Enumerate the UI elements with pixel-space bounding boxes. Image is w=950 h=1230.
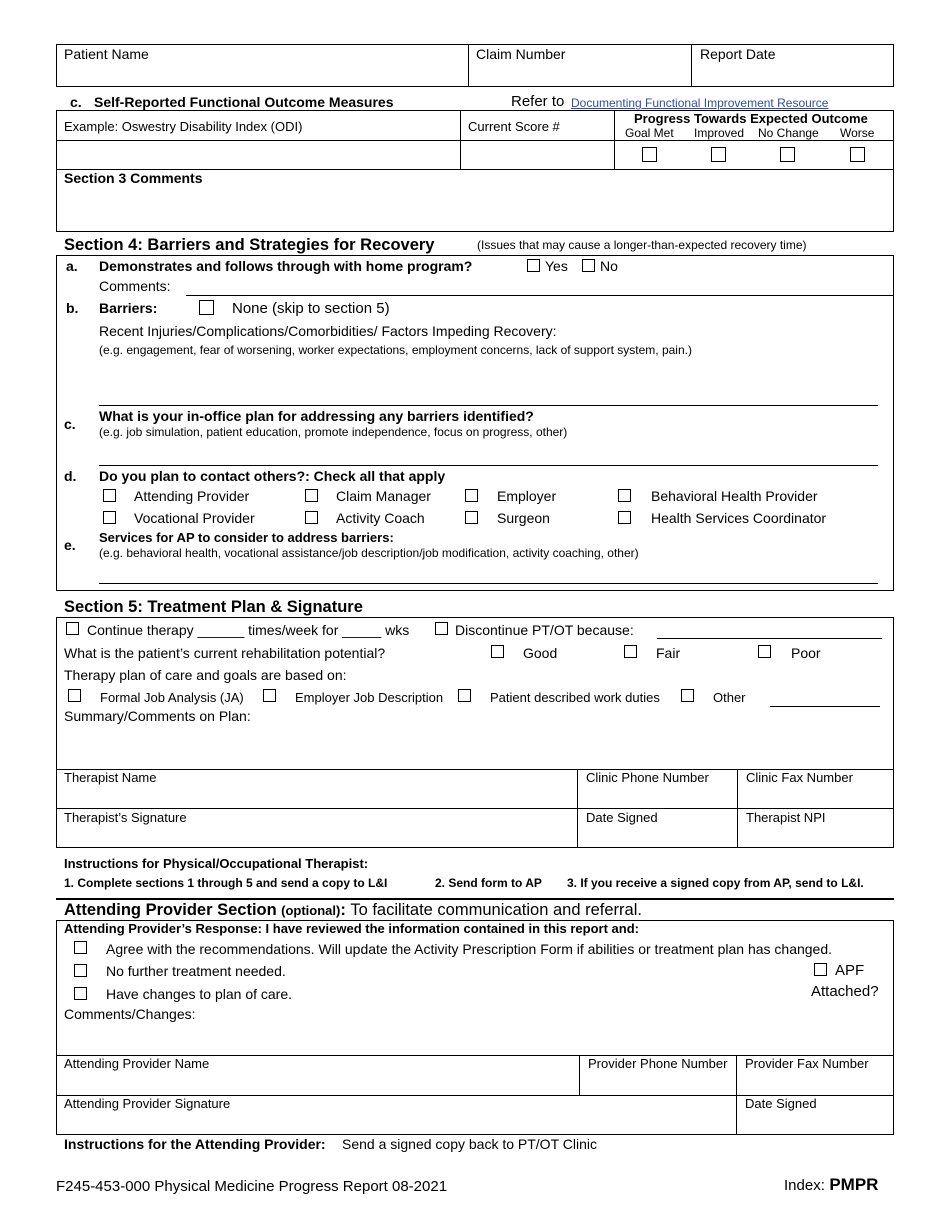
section-5-title: Section 5: Treatment Plan & Signature [64,598,363,616]
section-c-letter: c. [70,94,82,110]
section-c-title: Self-Reported Functional Outcome Measures [94,94,394,110]
potential-good-checkbox[interactable] [491,645,504,658]
barriers-label: Barriers: [99,300,158,316]
no-label: No [600,258,618,274]
recent-injuries-label: Recent Injuries/Complications/Comorbidities/ Factors Impeding Recovery: [99,323,557,339]
date-signed-field[interactable]: Date Signed [586,810,658,825]
ap-divider [56,898,894,900]
pt-instructions-step1: 1. Complete sections 1 through 5 and send a copy to L&I [64,876,388,890]
patient-name-field[interactable]: Patient Name [64,46,149,62]
potential-fair-checkbox[interactable] [624,645,637,658]
resource-link[interactable]: Documenting Functional Improvement Resource [571,96,829,110]
item-a-question: Demonstrates and follows through with home program? [99,258,473,274]
pt-instructions-title: Instructions for Physical/Occupational Therapist: [64,856,369,871]
ap-agree-label: Agree with the recommendations. Will update the Activity Prescription Form if abilities or treatment plan has changed. [106,941,833,957]
barriers-none-checkbox[interactable] [199,300,214,315]
contact-claim-manager-checkbox[interactable] [305,489,318,502]
based-on-label: Therapy plan of care and goals are based on: [64,667,347,683]
contact-vocational-provider-checkbox[interactable] [103,511,116,524]
ap-signature-field[interactable]: Attending Provider Signature [64,1096,231,1111]
ap-response-label: Attending Provider’s Response: I have reviewed the information contained in this report and: [64,921,639,936]
contact-hsc-label: Health Services Coordinator [651,510,827,526]
item-e-letter: e. [64,537,76,553]
contact-hsc-checkbox[interactable] [618,511,631,524]
ap-section-title: Attending Provider Section [64,901,277,919]
contact-attending-provider-label: Attending Provider [134,488,250,504]
pt-instructions-step3: 3. If you receive a signed copy from AP, send to L&I. [567,876,864,890]
basis-job-analysis-checkbox[interactable] [68,689,81,702]
form-number: F245-453-000 Physical Medicine Progress Report 08-2021 [56,1178,448,1195]
progress-no-change: No Change [758,126,819,140]
basis-employer-desc-checkbox[interactable] [263,689,276,702]
index-value: PMPR [829,1175,879,1194]
apf-attached-label: Attached? [811,983,879,1000]
basis-employer-desc-label: Employer Job Description [295,690,444,705]
therapist-npi-field[interactable]: Therapist NPI [746,810,826,825]
contact-claim-manager-label: Claim Manager [336,488,431,504]
therapist-signature-field[interactable]: Therapist’s Signature [64,810,187,825]
item-a-comments-label: Comments: [99,278,171,294]
potential-good-label: Good [523,645,558,661]
contact-surgeon-checkbox[interactable] [465,511,478,524]
apf-attached-checkbox[interactable] [814,963,827,976]
ap-phone-field[interactable]: Provider Phone Number [588,1056,728,1071]
contact-activity-coach-checkbox[interactable] [305,511,318,524]
contact-behavioral-health-checkbox[interactable] [618,489,631,502]
home-program-yes-checkbox[interactable] [527,259,540,272]
item-a-letter: a. [66,258,78,274]
contact-behavioral-health-label: Behavioral Health Provider [651,488,818,504]
current-score-label: Current Score # [468,119,560,134]
item-d-letter: d. [64,468,77,484]
continue-therapy-checkbox[interactable] [66,622,79,635]
refer-prefix: Refer to [511,93,565,110]
ap-no-further-checkbox[interactable] [74,964,87,977]
yes-label: Yes [545,258,568,274]
recent-injuries-example: (e.g. engagement, fear of worsening, worker expectations, employment concerns, lack of support system, pain.) [99,343,692,357]
ap-section-subtitle: To facilitate communication and referral. [350,901,642,919]
ap-fax-field[interactable]: Provider Fax Number [745,1056,869,1071]
barriers-none-label: None (skip to section 5) [232,300,390,317]
goal-met-checkbox[interactable] [642,147,657,162]
comments-line[interactable] [186,295,894,296]
progress-improved: Improved [694,126,745,140]
contact-employer-label: Employer [497,488,557,504]
item-c-letter: c. [64,416,76,432]
item-e-example: (e.g. behavioral health, vocational assistance/job description/job modification, activity coaching, other) [99,546,639,560]
clinic-phone-field[interactable]: Clinic Phone Number [586,770,709,785]
therapist-name-field[interactable]: Therapist Name [64,770,157,785]
discontinue-checkbox[interactable] [435,622,448,635]
item-c-question: What is your in-office plan for addressing any barriers identified? [99,408,534,424]
contact-surgeon-label: Surgeon [497,510,550,526]
worse-checkbox[interactable] [850,147,865,162]
contact-activity-coach-label: Activity Coach [336,510,425,526]
basis-other-label: Other [713,690,746,705]
discontinue-reason-line[interactable] [657,638,882,639]
ap-instructions-label: Instructions for the Attending Provider: [64,1136,326,1152]
potential-question: What is the patient’s current rehabilitation potential? [64,645,386,661]
ap-section-colon: : [340,901,346,919]
ap-instructions-text: Send a signed copy back to PT/OT Clinic [342,1136,597,1152]
progress-title: Progress Towards Expected Outcome [634,111,868,126]
services-answer-line[interactable] [99,583,878,584]
claim-number-field[interactable]: Claim Number [476,46,566,62]
plan-answer-line[interactable] [99,465,878,466]
ap-changes-label: Have changes to plan of care. [106,986,293,1002]
progress-worse: Worse [840,126,875,140]
section-3-comments-label: Section 3 Comments [64,170,203,186]
item-b-letter: b. [66,300,79,316]
ap-section-heading [64,901,642,920]
discontinue-label: Discontinue PT/OT because: [455,622,634,638]
contact-employer-checkbox[interactable] [465,489,478,502]
index-label: Index: [784,1177,825,1194]
ap-comments-label: Comments/Changes: [64,1006,196,1022]
item-e-question: Services for AP to consider to address barriers: [99,530,394,545]
basis-patient-duties-checkbox[interactable] [458,689,471,702]
no-change-checkbox[interactable] [780,147,795,162]
basis-other-line[interactable] [770,706,880,707]
example-label: Example: Oswestry Disability Index (ODI) [64,119,303,134]
basis-patient-duties-label: Patient described work duties [490,690,660,705]
section-4-title: Section 4: Barriers and Strategies for Recovery [64,236,435,254]
potential-fair-label: Fair [656,645,681,661]
ap-section-optional: (optional) [281,903,341,918]
ap-agree-checkbox[interactable] [74,941,87,954]
clinic-fax-field[interactable]: Clinic Fax Number [746,770,853,785]
basis-job-analysis-label: Formal Job Analysis (JA) [100,690,244,705]
pt-instructions-step2: 2. Send form to AP [435,876,542,890]
apf-label: APF [835,962,865,979]
home-program-no-checkbox[interactable] [582,259,595,272]
ap-date-signed-field[interactable]: Date Signed [745,1096,817,1111]
report-date-field[interactable]: Report Date [700,46,776,62]
barriers-answer-line[interactable] [99,405,878,406]
contact-attending-provider-checkbox[interactable] [103,489,116,502]
section-4-note: (Issues that may cause a longer-than-expected recovery time) [477,238,807,252]
item-d-question: Do you plan to contact others?: Check all that apply [99,468,446,484]
ap-no-further-label: No further treatment needed. [106,963,286,979]
index-block [784,1175,878,1195]
potential-poor-checkbox[interactable] [758,645,771,658]
item-c-example: (e.g. job simulation, patient education, promote independence, focus on progress, other) [99,425,568,439]
summary-label: Summary/Comments on Plan: [64,708,251,724]
contact-vocational-provider-label: Vocational Provider [134,510,255,526]
ap-changes-checkbox[interactable] [74,987,87,1000]
ap-name-field[interactable]: Attending Provider Name [64,1056,210,1071]
continue-therapy-label: Continue therapy ______ times/week for _____ wks [87,622,410,638]
basis-other-checkbox[interactable] [681,689,694,702]
progress-goal-met: Goal Met [625,126,674,140]
potential-poor-label: Poor [791,645,821,661]
improved-checkbox[interactable] [711,147,726,162]
